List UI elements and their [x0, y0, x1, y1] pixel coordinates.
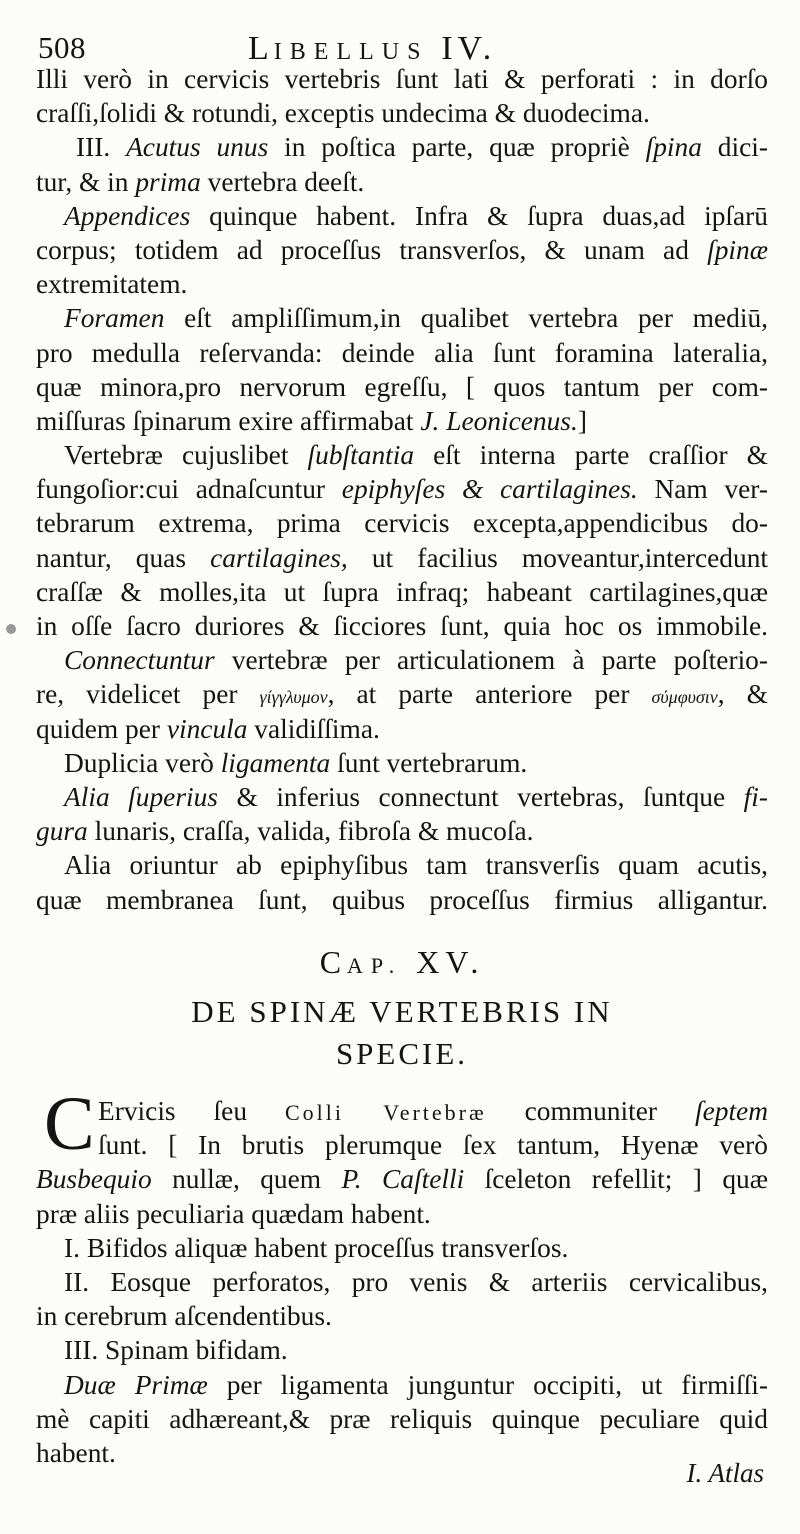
text-line: Duplicia verò ligamenta ſunt vertebrarum. [64, 747, 528, 778]
text-line: quæ minora,pro nervorum egreſſu, [ quos tantum per com- [36, 371, 768, 402]
running-title-rest: IBELLUS [273, 39, 429, 65]
text-line: in oſſe ſacro duriores & ſicciores ſunt, quia hoc os immobile. [36, 611, 768, 641]
text-line: craſſi,ſolidi & rotundi, exceptis undecima & duodecima. [36, 98, 650, 129]
text-line: craſſæ & molles,ita ut ſupra infraq; habeant cartilagines,quæ [36, 576, 768, 607]
text-line: tur, & in prima vertebra deeſt. [36, 166, 365, 197]
running-title-number: IV. [441, 30, 497, 67]
text-line: III. Acutus unus in poſtica parte, quæ propriè ſpina dici- [76, 132, 768, 163]
text-line: re, videlicet per γίγγλυμον, at parte anteriore per σύμφυσιν, & [36, 679, 768, 710]
text-line: Alia ſuperius & inferius connectunt vertebras, ſuntque fi- [64, 781, 768, 812]
text-line: III. Spinam bifidam. [64, 1335, 288, 1366]
text-line: Duæ Primæ per ligamenta junguntur occipiti, ut firmiſſi- [64, 1369, 768, 1400]
text-line: Illi verò in cervicis vertebris ſunt lati & perforati : in dorſo [36, 64, 768, 94]
text-line: tebrarum extrema, prima cervicis excepta,appendicibus do- [36, 508, 768, 539]
text-line: gura lunaris, craſſa, valida, fibroſa & mucoſa. [36, 816, 534, 847]
text-line: quidem per vincula validiſſima. [36, 713, 380, 744]
text-line: mè capiti adhæreant,& præ reliquis quinque peculiare quid [36, 1403, 768, 1434]
text-line: fungoſior:cui adnaſcuntur epiphyſes & cartilagines. Nam ver- [36, 474, 769, 505]
text-line: in cerebrum aſcendentibus. [36, 1301, 332, 1332]
text-line: nantur, quas cartilagines, ut facilius moveantur,intercedunt [36, 542, 768, 573]
text-line: I. Bifidos aliquæ habent proceſſus transverſos. [64, 1232, 569, 1263]
text-line: II. Eosque perforatos, pro venis & arteriis cervicalibus, [64, 1266, 768, 1297]
running-title-initial: L [248, 30, 274, 67]
text-line: præ aliis peculiaria quædam habent. [36, 1198, 431, 1229]
text-line: Vertebræ cujuslibet ſubſtantia eſt interna parte craſſior & [64, 440, 768, 471]
section-title-line-1: DE SPINÆ VERTEBRIS IN [191, 994, 613, 1029]
text-line: Busbequio nullæ, quem P. Caſtelli ſceleton refellit; ] quæ [36, 1164, 768, 1195]
catchword: I. Atlas [686, 1458, 764, 1488]
text-line: Appendices quinque habent. Infra & ſupra duas,ad ipſarū [64, 200, 768, 231]
text-line: miſſuras ſpinarum exire affirmabat J. Leonicenus.] [36, 405, 587, 436]
greek-word: γίγγλυμον [259, 687, 328, 708]
drop-cap: C [44, 1082, 95, 1166]
text-line: extremitatem. [36, 269, 188, 300]
text-line: quæ membranea ſunt, quibus proceſſus firmius alligantur. [36, 884, 768, 915]
section-title-line-2: SPECIE. [335, 1036, 469, 1071]
text-line: ſunt. [ In brutis plerumque ſex tantum, Hyenæ verò [98, 1130, 768, 1161]
text-line: Ervicis ſeu Colli Vertebræ communiter ſeptem [98, 1096, 768, 1126]
text-block-1 [36, 62, 768, 917]
print-blemish [6, 624, 16, 634]
chapter-heading: CAP. XV. [319, 944, 485, 980]
text-line: corpus; totidem ad proceſſus transverſos, & unam ad ſpinæ [36, 234, 768, 265]
text-line: Connectuntur vertebræ per articulationem à parte poſterio- [64, 645, 768, 676]
text-line: Alia oriuntur ab epiphyſibus tam transverſis quam acutis, [64, 850, 768, 881]
greek-word: σύμφυσιν [651, 687, 718, 708]
text-line: habent. [36, 1437, 116, 1468]
page-number: 508 [38, 30, 86, 65]
text-line: pro medulla reſervanda: deinde alia ſunt foramina lateralia, [36, 337, 768, 368]
text-block-2 [36, 1094, 768, 1470]
text-line: Foramen eſt ampliſſimum,in qualibet vertebra per mediū, [64, 303, 768, 334]
running-header [38, 24, 778, 67]
